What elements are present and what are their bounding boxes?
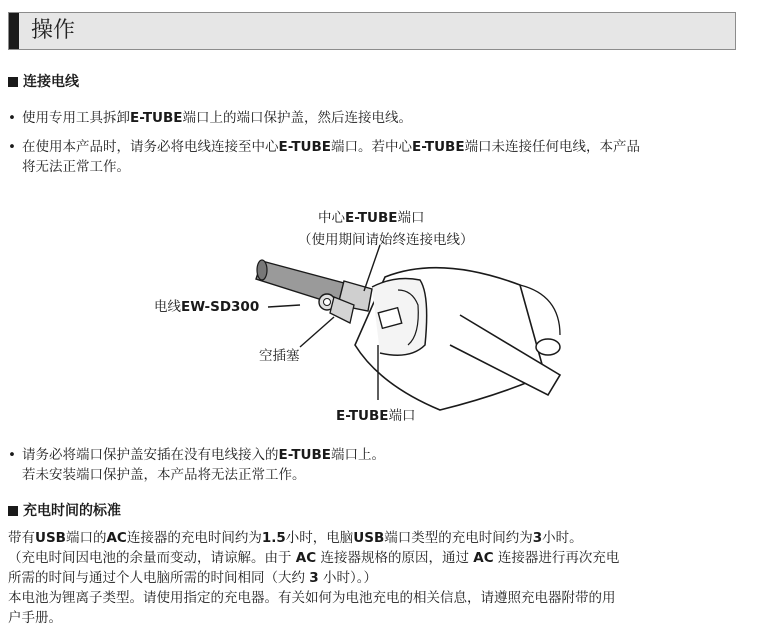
section-heading-connect-cable [8, 73, 79, 91]
section-heading-charging-time [8, 502, 121, 520]
bullet-remove-cover [8, 108, 743, 128]
text-run: 端口未连接任何电线，本产品 [464, 139, 641, 155]
text-run: 连接器规格的原因，通过 [316, 550, 474, 566]
text-run-bold: E-TUBE [278, 139, 332, 155]
text-run: 若未安装端口保护盖，本产品将无法正常工作。 [22, 467, 306, 483]
text-run-bold: 1.5 [261, 530, 286, 546]
bullet-dot-icon: • [8, 447, 16, 463]
component-body [355, 268, 560, 410]
text-run-bold: EW-SD300 [181, 299, 260, 315]
label-e-tube-port [336, 406, 416, 426]
text-run-bold: E-TUBE [336, 408, 389, 424]
leader-line-plug [300, 317, 334, 347]
square-bullet-icon [8, 506, 18, 516]
text-run: 小时）。） [318, 570, 377, 586]
text-run: 端口上的端口保护盖，然后连接电线。 [182, 110, 413, 126]
leader-line-cable [268, 305, 300, 307]
label-dummy-plug: 空插塞 [259, 348, 300, 364]
bullet-center-port [8, 137, 743, 177]
text-run: 中心 [318, 210, 345, 226]
text-run-bold: AC [106, 530, 127, 546]
text-run-bold: E-TUBE [412, 139, 465, 155]
section-heading-text: 充电时间的标准 [23, 503, 121, 519]
text-run-bold: AC [295, 550, 317, 566]
text-run: 小时。 [542, 530, 583, 546]
text-run: 端口的 [65, 530, 107, 546]
page-title: 操作 [31, 18, 76, 43]
text-run: 使用专用工具拆卸 [22, 110, 130, 126]
text-run-bold: 3 [532, 530, 543, 546]
text-run: 户手册。 [8, 610, 62, 626]
text-run: （充电时间因电池的余量而变动，请谅解。由于 [8, 550, 296, 566]
text-run: 端口类型的充电时间约为 [384, 530, 533, 546]
text-run-bold: AC [473, 550, 494, 566]
text-run: 连接器进行再次充电 [493, 550, 620, 566]
label-center-port-note: （使用期间请始终连接电线） [298, 232, 474, 248]
square-bullet-icon [8, 77, 18, 87]
text-run-bold: E-TUBE [278, 447, 332, 463]
text-run: 电线 [154, 299, 181, 315]
text-run: 连接器的充电时间约为 [126, 530, 262, 546]
bullet-dot-icon: • [8, 110, 16, 126]
text-run-bold: E-TUBE [130, 110, 183, 126]
text-run: 小时，电脑 [285, 530, 354, 546]
text-run-bold: E-TUBE [345, 210, 398, 226]
title-accent-bar [9, 13, 19, 49]
paragraph-charging-time [8, 528, 748, 628]
text-run: 端口上。 [331, 447, 386, 463]
text-run: 端口。若中心 [331, 139, 413, 155]
text-run-bold: USB [35, 530, 66, 546]
text-run: 将无法正常工作。 [22, 159, 130, 175]
cable-ew-sd300 [256, 260, 372, 311]
bullet-dot-icon: • [8, 139, 16, 155]
label-center-e-tube-port [318, 208, 425, 228]
text-run: 端口 [388, 408, 416, 424]
text-run: 在使用本产品时，请务必将电线连接至中心 [22, 139, 279, 155]
text-run: 本电池为锂离子类型。请使用指定的充电器。有关如何为电池充电的相关信息，请遵照充电器附带的用 [8, 590, 616, 606]
text-run-bold: USB [353, 530, 385, 546]
page-title-bar [8, 12, 736, 50]
text-run: 带有 [8, 530, 35, 546]
section-heading-text: 连接电线 [23, 74, 79, 90]
text-run-bold: 3 [309, 570, 319, 586]
text-run: 请务必将端口保护盖安插在没有电线接入的 [22, 447, 279, 463]
text-run: 所需的时间与通过个人电脑所需的时间相同（大约 [8, 570, 310, 586]
label-cable [154, 297, 259, 317]
text-run: 端口 [397, 210, 425, 226]
bullet-install-cover [8, 445, 743, 485]
